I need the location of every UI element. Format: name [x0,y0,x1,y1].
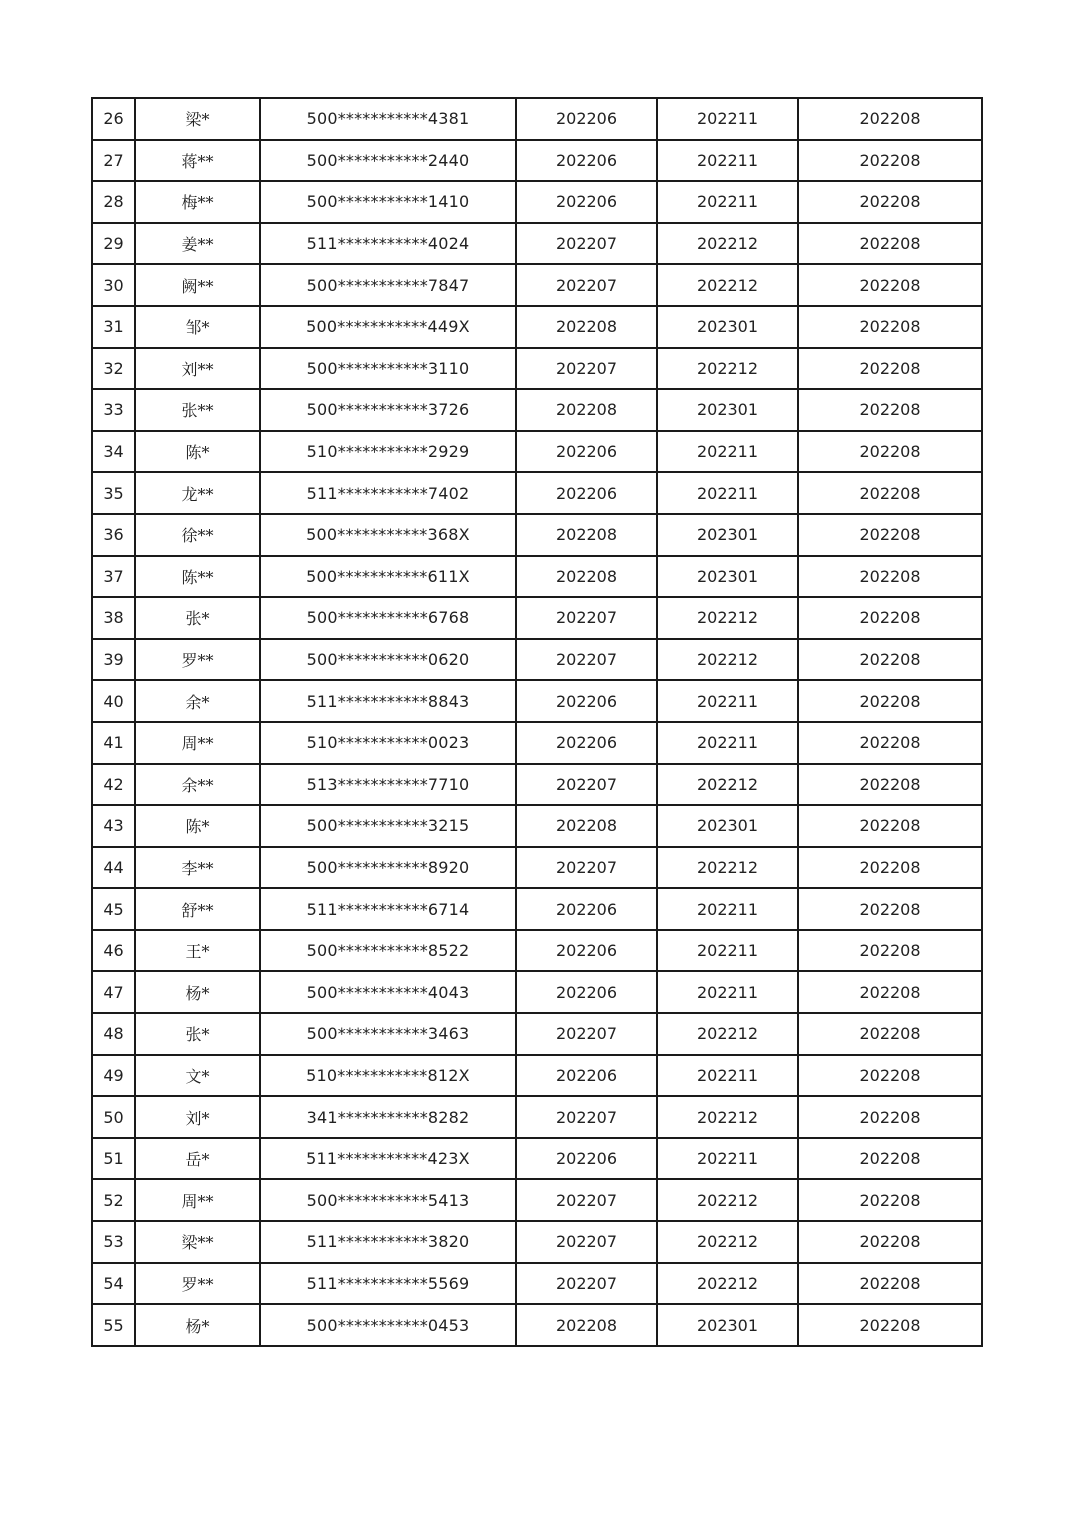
cell-index: 38 [92,597,135,639]
table-row [92,431,982,473]
cell-start-month: 202207 [516,1179,657,1221]
cell-start-month: 202206 [516,98,657,140]
cell-start-month: 202206 [516,431,657,473]
cell-start-month: 202207 [516,223,657,265]
table-row [92,971,982,1013]
cell-pay-month: 202208 [798,348,982,390]
cell-pay-month: 202208 [798,264,982,306]
cell-index: 46 [92,930,135,972]
cell-pay-month: 202208 [798,1055,982,1097]
cell-id-number: 341***********8282 [260,1096,516,1138]
table-row [92,639,982,681]
cell-id-number: 510***********812X [260,1055,516,1097]
cell-pay-month: 202208 [798,722,982,764]
cell-end-month: 202301 [657,389,798,431]
cell-pay-month: 202208 [798,764,982,806]
cell-end-month: 202211 [657,181,798,223]
document-page [91,97,981,1347]
cell-id-number: 513***********7710 [260,764,516,806]
cell-start-month: 202206 [516,140,657,182]
table-row [92,1179,982,1221]
cell-pay-month: 202208 [798,888,982,930]
cell-end-month: 202212 [657,1221,798,1263]
cell-index: 35 [92,472,135,514]
cell-index: 43 [92,805,135,847]
cell-id-number: 511***********8843 [260,680,516,722]
cell-pay-month: 202208 [798,847,982,889]
cell-pay-month: 202208 [798,306,982,348]
cell-end-month: 202211 [657,98,798,140]
cell-start-month: 202208 [516,805,657,847]
cell-name: 罗** [135,639,260,681]
cell-name: 舒** [135,888,260,930]
cell-end-month: 202212 [657,639,798,681]
cell-id-number: 511***********5569 [260,1263,516,1305]
cell-index: 41 [92,722,135,764]
cell-name: 张** [135,389,260,431]
cell-start-month: 202206 [516,1138,657,1180]
cell-end-month: 202211 [657,140,798,182]
cell-index: 53 [92,1221,135,1263]
cell-index: 26 [92,98,135,140]
cell-id-number: 500***********0620 [260,639,516,681]
cell-id-number: 500***********5413 [260,1179,516,1221]
cell-pay-month: 202208 [798,597,982,639]
cell-id-number: 500***********611X [260,556,516,598]
cell-pay-month: 202208 [798,431,982,473]
cell-name: 王* [135,930,260,972]
cell-end-month: 202301 [657,556,798,598]
cell-id-number: 511***********7402 [260,472,516,514]
cell-name: 陈* [135,431,260,473]
cell-pay-month: 202208 [798,181,982,223]
cell-start-month: 202207 [516,1221,657,1263]
cell-id-number: 511***********6714 [260,888,516,930]
cell-start-month: 202206 [516,722,657,764]
cell-id-number: 500***********8522 [260,930,516,972]
table-row [92,389,982,431]
table-row [92,181,982,223]
cell-index: 39 [92,639,135,681]
cell-pay-month: 202208 [798,1096,982,1138]
cell-id-number: 500***********8920 [260,847,516,889]
cell-end-month: 202212 [657,223,798,265]
cell-start-month: 202207 [516,1096,657,1138]
cell-end-month: 202212 [657,764,798,806]
cell-name: 余* [135,680,260,722]
cell-name: 梁** [135,1221,260,1263]
cell-pay-month: 202208 [798,1221,982,1263]
cell-index: 30 [92,264,135,306]
roster-table [91,97,983,1347]
cell-start-month: 202207 [516,1263,657,1305]
cell-end-month: 202211 [657,1055,798,1097]
cell-id-number: 510***********0023 [260,722,516,764]
cell-start-month: 202207 [516,639,657,681]
cell-id-number: 500***********3215 [260,805,516,847]
cell-index: 40 [92,680,135,722]
table-row [92,223,982,265]
cell-id-number: 500***********3463 [260,1013,516,1055]
table-row [92,597,982,639]
table-row [92,514,982,556]
cell-index: 33 [92,389,135,431]
cell-name: 杨* [135,1304,260,1346]
table-row [92,764,982,806]
cell-pay-month: 202208 [798,472,982,514]
cell-name: 陈** [135,556,260,598]
cell-end-month: 202212 [657,597,798,639]
cell-pay-month: 202208 [798,930,982,972]
cell-pay-month: 202208 [798,639,982,681]
table-row [92,1263,982,1305]
cell-start-month: 202206 [516,680,657,722]
cell-index: 27 [92,140,135,182]
cell-end-month: 202211 [657,722,798,764]
cell-end-month: 202211 [657,888,798,930]
cell-id-number: 500***********368X [260,514,516,556]
cell-name: 陈* [135,805,260,847]
cell-pay-month: 202208 [798,514,982,556]
table-row [92,722,982,764]
cell-name: 杨* [135,971,260,1013]
cell-index: 55 [92,1304,135,1346]
table-row [92,306,982,348]
cell-name: 罗** [135,1263,260,1305]
cell-index: 34 [92,431,135,473]
cell-id-number: 500***********4381 [260,98,516,140]
table-row [92,1013,982,1055]
cell-pay-month: 202208 [798,1304,982,1346]
cell-index: 52 [92,1179,135,1221]
cell-index: 48 [92,1013,135,1055]
cell-end-month: 202212 [657,348,798,390]
cell-pay-month: 202208 [798,98,982,140]
cell-name: 梁* [135,98,260,140]
cell-name: 岳* [135,1138,260,1180]
cell-id-number: 500***********3726 [260,389,516,431]
table-row [92,348,982,390]
cell-start-month: 202207 [516,764,657,806]
cell-start-month: 202208 [516,389,657,431]
cell-start-month: 202208 [516,1304,657,1346]
cell-id-number: 511***********3820 [260,1221,516,1263]
cell-end-month: 202301 [657,306,798,348]
cell-start-month: 202207 [516,264,657,306]
table-row [92,556,982,598]
cell-id-number: 511***********4024 [260,223,516,265]
cell-end-month: 202211 [657,431,798,473]
cell-pay-month: 202208 [798,1138,982,1180]
cell-name: 蒋** [135,140,260,182]
cell-id-number: 511***********423X [260,1138,516,1180]
cell-pay-month: 202208 [798,1179,982,1221]
table-row [92,888,982,930]
cell-index: 50 [92,1096,135,1138]
cell-end-month: 202212 [657,1096,798,1138]
cell-end-month: 202212 [657,1013,798,1055]
cell-index: 44 [92,847,135,889]
cell-index: 45 [92,888,135,930]
cell-end-month: 202211 [657,930,798,972]
cell-id-number: 500***********449X [260,306,516,348]
cell-pay-month: 202208 [798,223,982,265]
cell-id-number: 500***********4043 [260,971,516,1013]
cell-end-month: 202301 [657,1304,798,1346]
table-row [92,680,982,722]
cell-start-month: 202206 [516,930,657,972]
cell-index: 42 [92,764,135,806]
table-row [92,98,982,140]
cell-pay-month: 202208 [798,556,982,598]
cell-pay-month: 202208 [798,140,982,182]
cell-index: 32 [92,348,135,390]
cell-start-month: 202206 [516,888,657,930]
cell-end-month: 202212 [657,264,798,306]
table-row [92,1138,982,1180]
cell-id-number: 500***********6768 [260,597,516,639]
cell-end-month: 202211 [657,1138,798,1180]
cell-pay-month: 202208 [798,1263,982,1305]
cell-name: 余** [135,764,260,806]
cell-name: 张* [135,1013,260,1055]
cell-start-month: 202207 [516,597,657,639]
cell-end-month: 202212 [657,847,798,889]
cell-start-month: 202206 [516,971,657,1013]
cell-start-month: 202206 [516,181,657,223]
cell-index: 37 [92,556,135,598]
table-row [92,930,982,972]
cell-index: 51 [92,1138,135,1180]
cell-pay-month: 202208 [798,971,982,1013]
cell-start-month: 202208 [516,556,657,598]
cell-name: 阙** [135,264,260,306]
cell-end-month: 202211 [657,472,798,514]
cell-id-number: 500***********7847 [260,264,516,306]
cell-end-month: 202212 [657,1263,798,1305]
cell-index: 31 [92,306,135,348]
table-row [92,264,982,306]
table-row [92,1304,982,1346]
cell-name: 张* [135,597,260,639]
cell-id-number: 500***********2440 [260,140,516,182]
cell-start-month: 202207 [516,348,657,390]
cell-start-month: 202207 [516,847,657,889]
cell-pay-month: 202208 [798,680,982,722]
cell-end-month: 202301 [657,514,798,556]
cell-end-month: 202212 [657,1179,798,1221]
cell-pay-month: 202208 [798,1013,982,1055]
table-row [92,140,982,182]
table-row [92,1096,982,1138]
cell-index: 54 [92,1263,135,1305]
cell-end-month: 202211 [657,971,798,1013]
cell-index: 47 [92,971,135,1013]
cell-index: 49 [92,1055,135,1097]
cell-start-month: 202207 [516,1013,657,1055]
cell-name: 周** [135,1179,260,1221]
cell-name: 周** [135,722,260,764]
cell-id-number: 500***********0453 [260,1304,516,1346]
table-row [92,847,982,889]
cell-start-month: 202208 [516,514,657,556]
cell-name: 梅** [135,181,260,223]
cell-id-number: 510***********2929 [260,431,516,473]
cell-pay-month: 202208 [798,805,982,847]
roster-table-body [92,98,982,1346]
table-row [92,805,982,847]
cell-start-month: 202206 [516,472,657,514]
table-row [92,1221,982,1263]
cell-start-month: 202208 [516,306,657,348]
cell-name: 徐** [135,514,260,556]
cell-name: 刘** [135,348,260,390]
cell-name: 邹* [135,306,260,348]
cell-index: 28 [92,181,135,223]
cell-name: 刘* [135,1096,260,1138]
cell-id-number: 500***********3110 [260,348,516,390]
cell-name: 文* [135,1055,260,1097]
cell-index: 36 [92,514,135,556]
cell-end-month: 202211 [657,680,798,722]
cell-pay-month: 202208 [798,389,982,431]
cell-start-month: 202206 [516,1055,657,1097]
cell-id-number: 500***********1410 [260,181,516,223]
table-row [92,472,982,514]
cell-name: 龙** [135,472,260,514]
table-row [92,1055,982,1097]
cell-index: 29 [92,223,135,265]
cell-name: 李** [135,847,260,889]
cell-end-month: 202301 [657,805,798,847]
cell-name: 姜** [135,223,260,265]
